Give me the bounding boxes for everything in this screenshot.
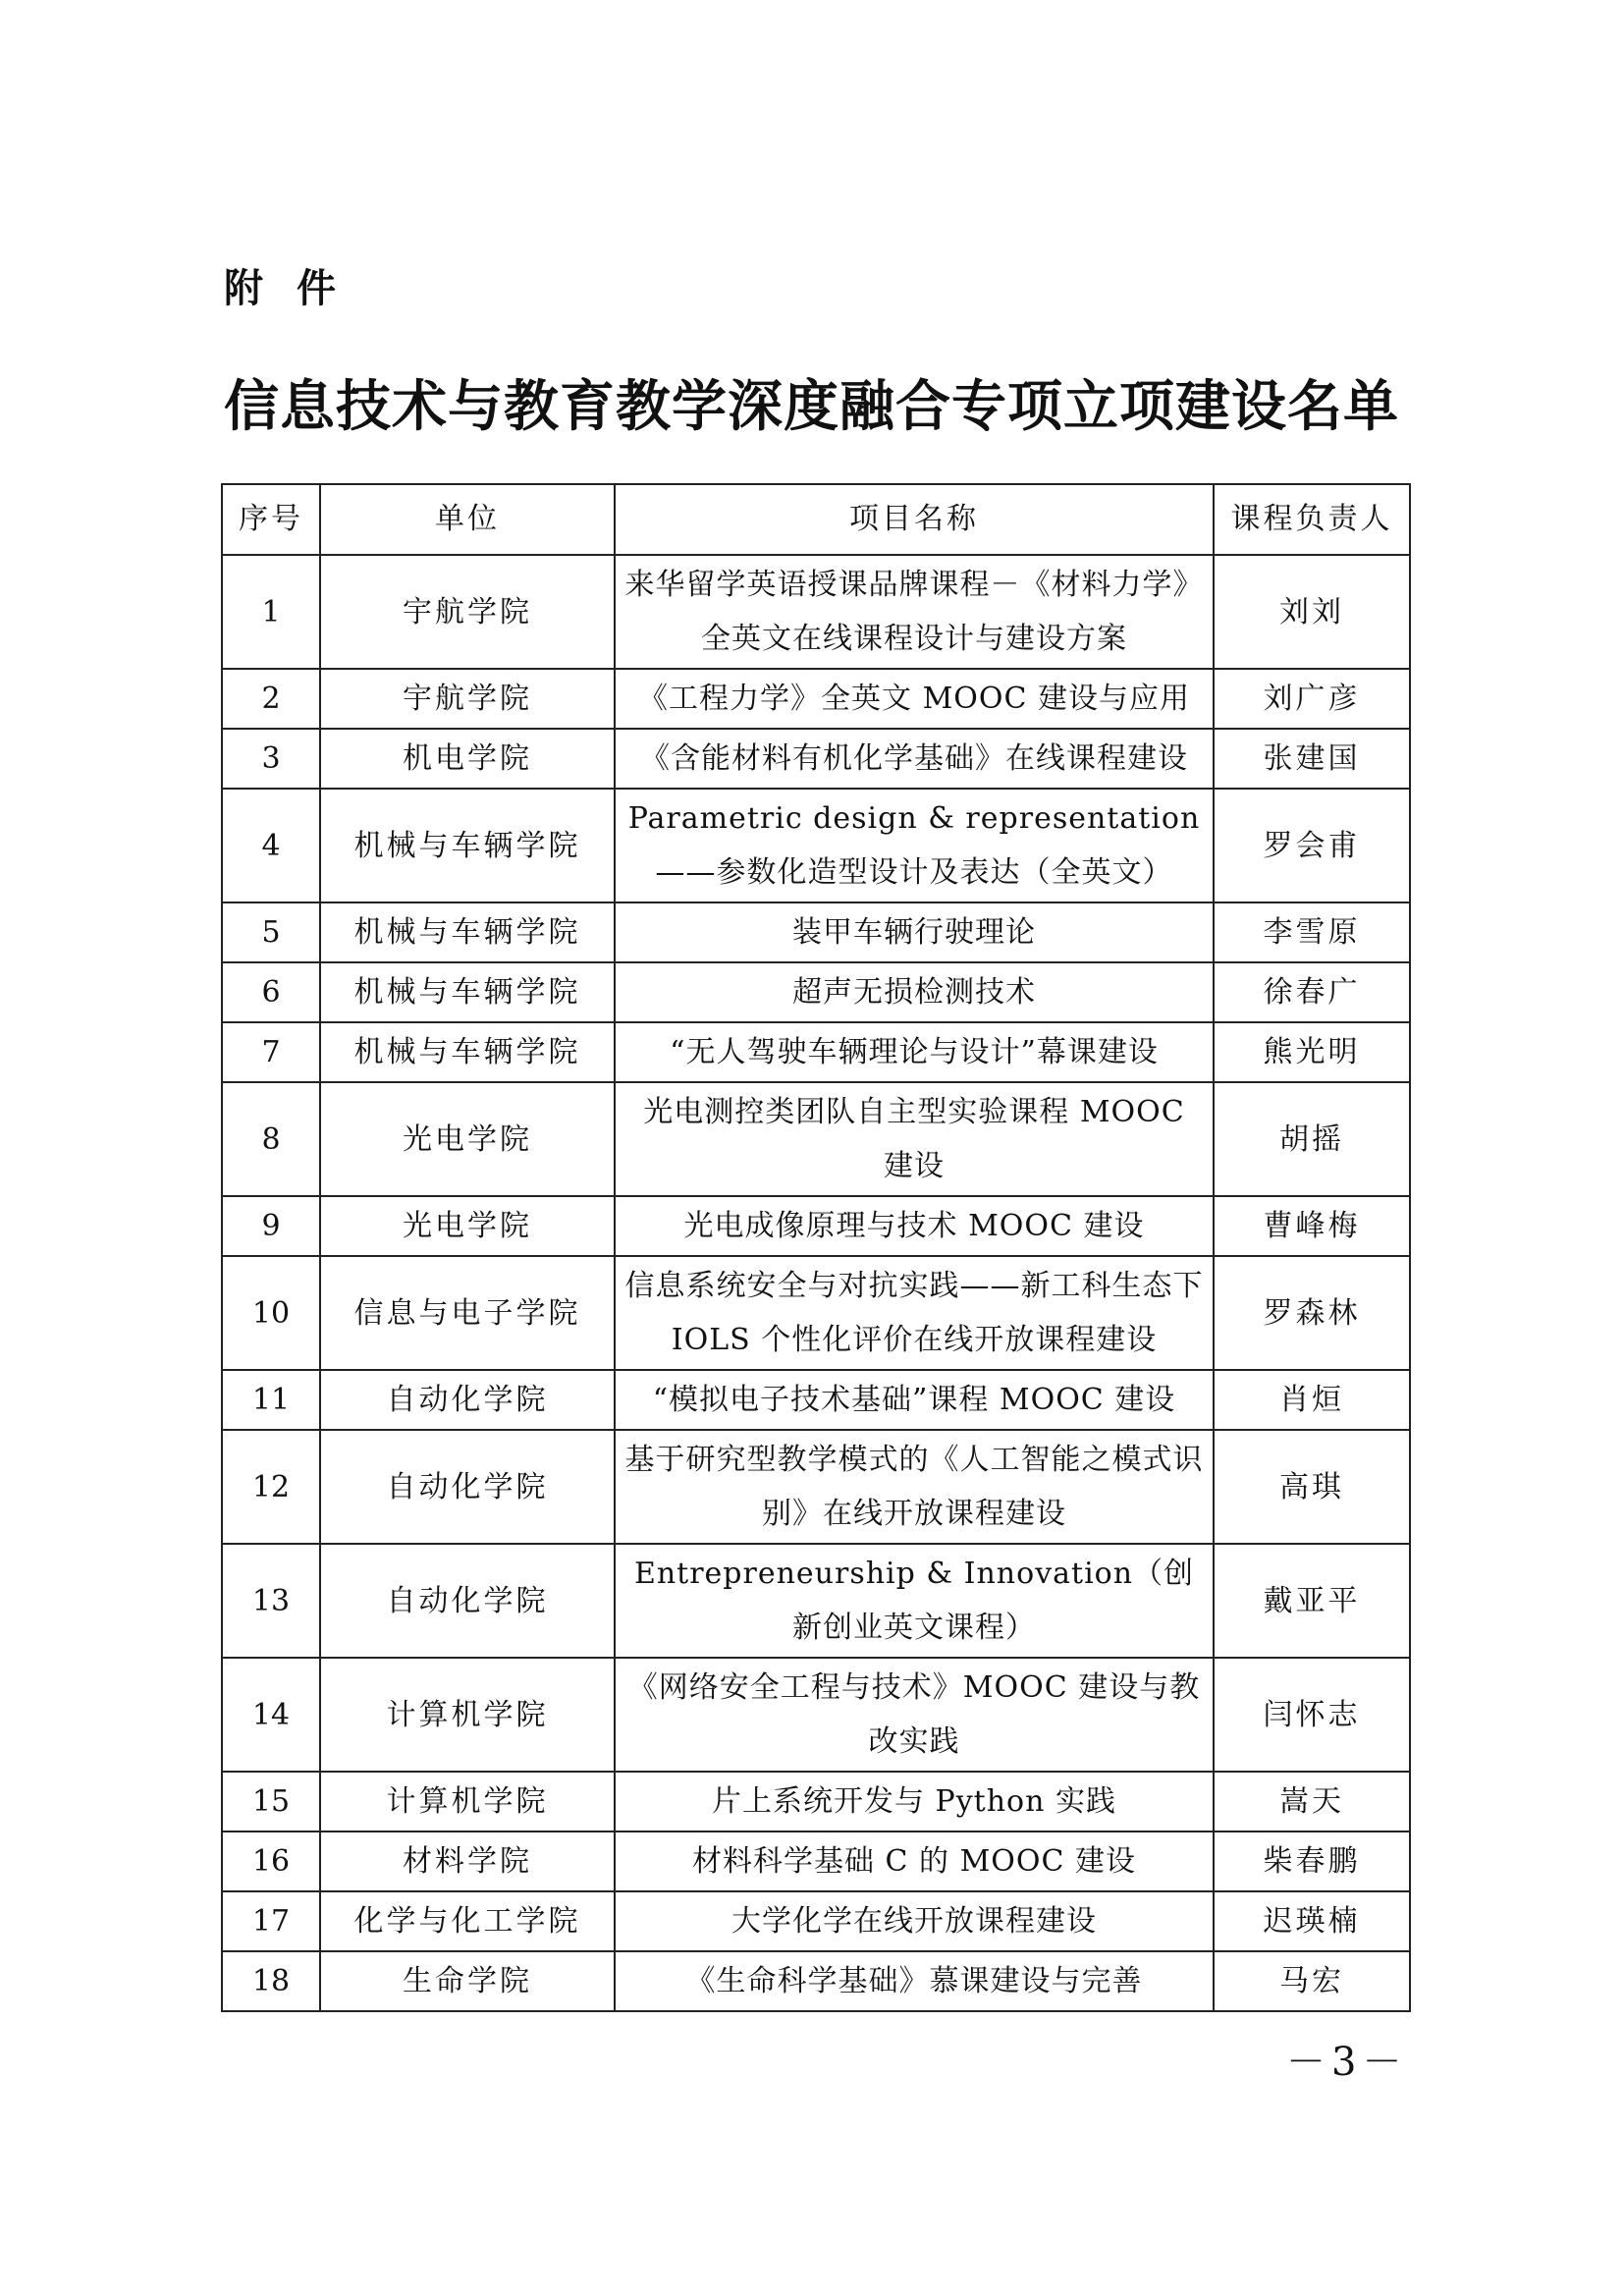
row-project: “无人驾驶车辆理论与设计”幕课建设: [615, 1022, 1214, 1082]
row-seq: 12: [222, 1430, 320, 1544]
row-seq: 9: [222, 1196, 320, 1256]
row-leader: 刘广彦: [1214, 669, 1410, 729]
project-list-table: [221, 483, 1411, 2012]
row-project: “模拟电子技术基础”课程 MOOC 建设: [615, 1370, 1214, 1430]
row-department: 光电学院: [320, 1196, 615, 1256]
row-department: 计算机学院: [320, 1658, 615, 1772]
table-row: [222, 669, 1410, 729]
row-leader: 曹峰梅: [1214, 1196, 1410, 1256]
header-leader: 课程负责人: [1214, 484, 1410, 555]
attachment-label: 附件: [224, 266, 369, 311]
row-seq: 14: [222, 1658, 320, 1772]
row-project: 《工程力学》全英文 MOOC 建设与应用: [615, 669, 1214, 729]
row-leader: 柴春鹏: [1214, 1831, 1410, 1891]
row-seq: 8: [222, 1082, 320, 1196]
document-title: 信息技术与教育教学深度融合专项立项建设名单: [224, 374, 1399, 439]
table-row: [222, 1951, 1410, 2011]
row-leader: 熊光明: [1214, 1022, 1410, 1082]
header-project: 项目名称: [615, 484, 1214, 555]
row-seq: 16: [222, 1831, 320, 1891]
table-body: [222, 555, 1410, 2011]
row-department: 化学与化工学院: [320, 1891, 615, 1951]
row-seq: 10: [222, 1256, 320, 1370]
row-seq: 7: [222, 1022, 320, 1082]
row-leader: 张建国: [1214, 729, 1410, 789]
table-row: [222, 1082, 1410, 1196]
row-seq: 2: [222, 669, 320, 729]
row-project: 大学化学在线开放课程建设: [615, 1891, 1214, 1951]
row-department: 光电学院: [320, 1082, 615, 1196]
table-row: [222, 1658, 1410, 1772]
row-department: 信息与电子学院: [320, 1256, 615, 1370]
row-project: 装甲车辆行驶理论: [615, 902, 1214, 962]
table-row: [222, 1370, 1410, 1430]
table-row: [222, 1022, 1410, 1082]
row-seq: 15: [222, 1772, 320, 1831]
row-department: 机械与车辆学院: [320, 902, 615, 962]
table-row: [222, 1196, 1410, 1256]
row-leader: 嵩天: [1214, 1772, 1410, 1831]
row-project: 光电测控类团队自主型实验课程 MOOC 建设: [615, 1082, 1214, 1196]
row-leader: 肖烜: [1214, 1370, 1410, 1430]
row-project: Parametric design & representation——参数化造型设计及表达（全英文）: [615, 789, 1214, 902]
row-leader: 戴亚平: [1214, 1544, 1410, 1658]
table-row: [222, 1544, 1410, 1658]
table-row: [222, 729, 1410, 789]
row-leader: 高琪: [1214, 1430, 1410, 1544]
row-seq: 18: [222, 1951, 320, 2011]
row-leader: 刘刘: [1214, 555, 1410, 669]
row-project: 《生命科学基础》慕课建设与完善: [615, 1951, 1214, 2011]
row-seq: 11: [222, 1370, 320, 1430]
row-department: 机械与车辆学院: [320, 789, 615, 902]
row-project: 片上系统开发与 Python 实践: [615, 1772, 1214, 1831]
row-leader: 马宏: [1214, 1951, 1410, 2011]
table-row: [222, 1430, 1410, 1544]
row-department: 宇航学院: [320, 555, 615, 669]
row-seq: 1: [222, 555, 320, 669]
row-department: 宇航学院: [320, 669, 615, 729]
row-department: 自动化学院: [320, 1430, 615, 1544]
table-row: [222, 1891, 1410, 1951]
row-seq: 13: [222, 1544, 320, 1658]
row-department: 计算机学院: [320, 1772, 615, 1831]
header-seq: 序号: [222, 484, 320, 555]
row-department: 机械与车辆学院: [320, 1022, 615, 1082]
row-project: 基于研究型教学模式的《人工智能之模式识别》在线开放课程建设: [615, 1430, 1214, 1544]
table-row: [222, 1831, 1410, 1891]
table-row: [222, 1772, 1410, 1831]
row-seq: 6: [222, 962, 320, 1022]
row-leader: 李雪原: [1214, 902, 1410, 962]
row-leader: 迟瑛楠: [1214, 1891, 1410, 1951]
row-leader: 胡摇: [1214, 1082, 1410, 1196]
table-row: [222, 555, 1410, 669]
row-project: 《网络安全工程与技术》MOOC 建设与教改实践: [615, 1658, 1214, 1772]
row-project: 材料科学基础 C 的 MOOC 建设: [615, 1831, 1214, 1891]
row-project: 超声无损检测技术: [615, 962, 1214, 1022]
header-department: 单位: [320, 484, 615, 555]
row-department: 材料学院: [320, 1831, 615, 1891]
row-project: 来华留学英语授课品牌课程－《材料力学》全英文在线课程设计与建设方案: [615, 555, 1214, 669]
row-project: 信息系统安全与对抗实践——新工科生态下 IOLS 个性化评价在线开放课程建设: [615, 1256, 1214, 1370]
table-row: [222, 789, 1410, 902]
row-project: 光电成像原理与技术 MOOC 建设: [615, 1196, 1214, 1256]
row-leader: 闫怀志: [1214, 1658, 1410, 1772]
row-department: 生命学院: [320, 1951, 615, 2011]
row-department: 自动化学院: [320, 1370, 615, 1430]
row-department: 自动化学院: [320, 1544, 615, 1658]
row-project: Entrepreneurship & Innovation（创新创业英文课程）: [615, 1544, 1214, 1658]
row-leader: 徐春广: [1214, 962, 1410, 1022]
row-department: 机电学院: [320, 729, 615, 789]
table-row: [222, 962, 1410, 1022]
row-leader: 罗森林: [1214, 1256, 1410, 1370]
row-department: 机械与车辆学院: [320, 962, 615, 1022]
page-number: －3－: [1286, 2040, 1408, 2085]
table-row: [222, 902, 1410, 962]
row-leader: 罗会甫: [1214, 789, 1410, 902]
table-row: [222, 1256, 1410, 1370]
row-seq: 17: [222, 1891, 320, 1951]
row-seq: 4: [222, 789, 320, 902]
row-seq: 3: [222, 729, 320, 789]
row-project: 《含能材料有机化学基础》在线课程建设: [615, 729, 1214, 789]
table-header-row: [222, 484, 1410, 555]
row-seq: 5: [222, 902, 320, 962]
